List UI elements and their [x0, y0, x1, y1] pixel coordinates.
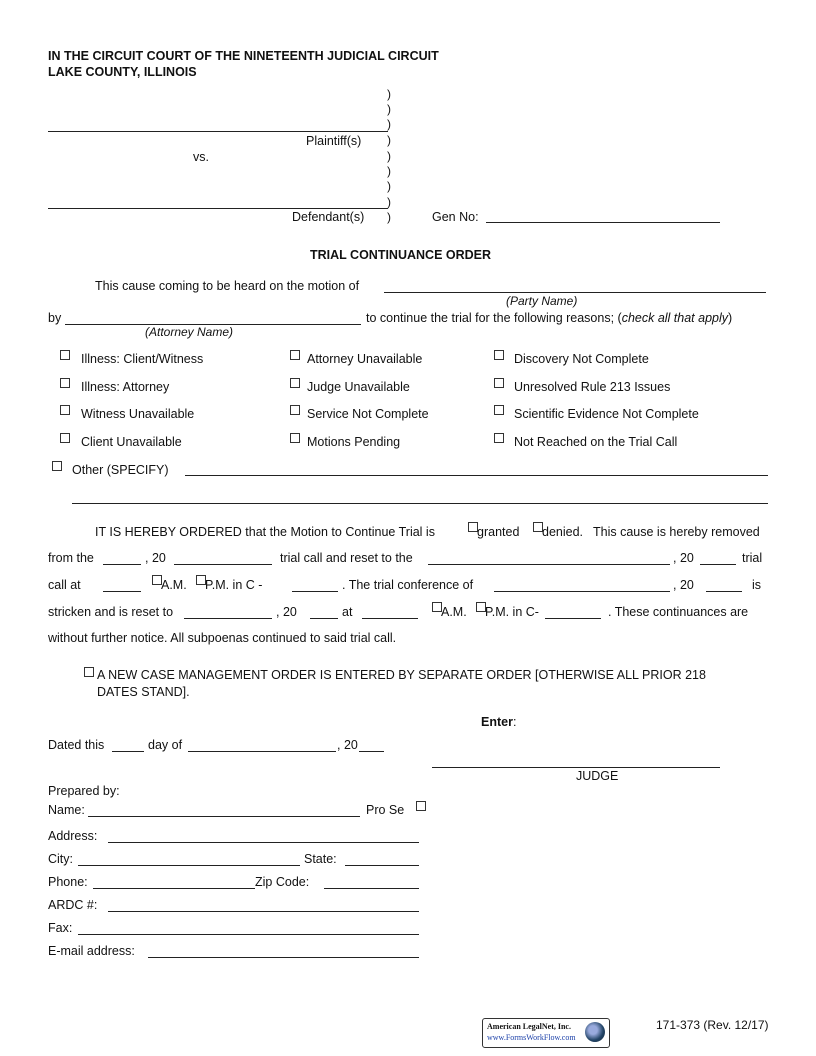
enter-label: Enter: — [481, 715, 517, 729]
checkbox-illness-attorney[interactable] — [60, 378, 70, 388]
judge-signature-line[interactable] — [432, 767, 720, 768]
order-text: stricken and is reset to — [48, 605, 174, 619]
month-line[interactable] — [188, 751, 336, 752]
am-label: A.M. — [441, 605, 467, 619]
call-time-line[interactable] — [103, 591, 141, 592]
logo-text: American LegalNet, Inc. — [487, 1022, 571, 1031]
checkbox-not-reached[interactable] — [494, 433, 504, 443]
attorney-name-caption: (Attorney Name) — [145, 325, 234, 339]
reason-label: Witness Unavailable — [81, 407, 195, 421]
gen-no-label: Gen No: — [432, 210, 479, 224]
dated-this-label: Dated this — [48, 738, 105, 752]
order-text: , 20 — [673, 578, 694, 592]
state-line[interactable] — [345, 865, 419, 866]
phone-label: Phone: — [48, 875, 88, 889]
reason-label: Client Unavailable — [81, 435, 182, 449]
order-text: from the — [48, 551, 94, 565]
twenty-label: , 20 — [337, 738, 358, 752]
zip-line[interactable] — [324, 888, 419, 889]
granted-label: granted — [477, 525, 520, 539]
county-name: LAKE COUNTY, ILLINOIS — [48, 65, 197, 79]
vs-label: vs. — [193, 150, 209, 164]
checkbox-illness-client[interactable] — [60, 350, 70, 360]
reason-label: Illness: Client/Witness — [81, 352, 204, 366]
day-line[interactable] — [112, 751, 144, 752]
reason-label: Not Reached on the Trial Call — [514, 435, 678, 449]
city-line[interactable] — [78, 865, 300, 866]
reason-label: Scientific Evidence Not Complete — [514, 407, 699, 421]
plaintiff-label: Plaintiff(s) — [306, 134, 362, 148]
fax-label: Fax: — [48, 921, 73, 935]
judge-label: JUDGE — [576, 769, 619, 783]
ardc-label: ARDC #: — [48, 898, 98, 912]
american-legalnet-logo — [482, 1018, 610, 1048]
zip-label: Zip Code: — [255, 875, 310, 889]
year-line[interactable] — [359, 751, 384, 752]
checkbox-motions-pending[interactable] — [290, 433, 300, 443]
reason-label: Discovery Not Complete — [514, 352, 649, 366]
order-text: is — [752, 578, 762, 592]
order-text: trial call and reset to the — [280, 551, 413, 565]
cmo-text: DATES STAND]. — [97, 685, 190, 699]
courtroom-line-2[interactable] — [545, 618, 601, 619]
checkbox-discovery-not-complete[interactable] — [494, 350, 504, 360]
denied-label: denied. — [542, 525, 584, 539]
pm-label: P.M. in C - — [205, 578, 263, 592]
city-label: City: — [48, 852, 73, 866]
gen-no-line[interactable] — [486, 222, 720, 223]
from-date-line[interactable] — [103, 564, 141, 565]
other-label: Other (SPECIFY) — [72, 463, 169, 477]
court-name: IN THE CIRCUIT COURT OF THE NINETEENTH JUDICIAL CIRCUIT — [48, 49, 439, 63]
reason-label: Unresolved Rule 213 Issues — [514, 380, 671, 394]
order-text: call at — [48, 578, 81, 592]
cmo-text: A NEW CASE MANAGEMENT ORDER IS ENTERED BY SEPARATE ORDER [OTHERWISE ALL PRIOR 218 — [97, 668, 706, 682]
stricken-year-line[interactable] — [310, 618, 338, 619]
state-label: State: — [304, 852, 337, 866]
address-label: Address: — [48, 829, 98, 843]
reset-date-line[interactable] — [428, 564, 670, 565]
defendant-label: Defendant(s) — [292, 210, 365, 224]
reason-label: Illness: Attorney — [81, 380, 170, 394]
plaintiff-line[interactable] — [48, 131, 388, 132]
order-text: This cause is hereby removed — [593, 525, 760, 539]
email-label: E-mail address: — [48, 944, 135, 958]
name-label: Name: — [48, 803, 85, 817]
fax-line[interactable] — [78, 934, 419, 935]
name-line[interactable] — [88, 816, 360, 817]
from-year-line[interactable] — [174, 564, 272, 565]
phone-line[interactable] — [93, 888, 255, 889]
party-name-caption: (Party Name) — [506, 294, 578, 308]
stricken-date-line[interactable] — [184, 618, 272, 619]
checkbox-other[interactable] — [52, 461, 62, 471]
prepared-by-heading: Prepared by: — [48, 784, 120, 798]
globe-icon — [585, 1022, 605, 1042]
defendant-line[interactable] — [48, 208, 388, 209]
order-text: . These continuances are — [608, 605, 749, 619]
continue-text: to continue the trial for the following reasons; (check all that apply) — [366, 311, 733, 325]
order-text: , 20 — [276, 605, 297, 619]
reason-label: Judge Unavailable — [307, 380, 410, 394]
order-text: at — [342, 605, 353, 619]
order-text: , 20 — [673, 551, 694, 565]
checkbox-service-not-complete[interactable] — [290, 405, 300, 415]
order-text: without further notice. All subpoenas continued to said trial call. — [48, 631, 397, 645]
day-of-label: day of — [148, 738, 183, 752]
by-label: by — [48, 311, 62, 325]
checkbox-witness-unavailable[interactable] — [60, 405, 70, 415]
logo-url: www.FormsWorkFlow.com — [487, 1033, 576, 1042]
am-label: A.M. — [161, 578, 187, 592]
pm-label: P.M. in C- — [485, 605, 539, 619]
other-specify-line-2[interactable] — [72, 503, 768, 504]
pro-se-label: Pro Se — [366, 803, 405, 817]
checkbox-client-unavailable[interactable] — [60, 433, 70, 443]
order-text: trial — [742, 551, 763, 565]
party-name-line[interactable] — [384, 292, 766, 293]
address-line[interactable] — [108, 842, 419, 843]
other-specify-line[interactable] — [185, 475, 768, 476]
checkbox-pro-se[interactable] — [416, 801, 426, 811]
order-text: IT IS HEREBY ORDERED that the Motion to Continue Trial is — [95, 525, 435, 539]
checkbox-rule-213[interactable] — [494, 378, 504, 388]
reason-label: Motions Pending — [307, 435, 401, 449]
motion-intro: This cause coming to be heard on the motion of — [95, 279, 360, 293]
conference-year-line[interactable] — [706, 591, 742, 592]
form-number: 171-373 (Rev. 12/17) — [656, 1018, 769, 1032]
order-text: , 20 — [145, 551, 166, 565]
conference-date-line[interactable] — [494, 591, 670, 592]
order-text: . The trial conference of — [342, 578, 474, 592]
courtroom-line-1[interactable] — [292, 591, 338, 592]
reset-year-line[interactable] — [700, 564, 736, 565]
reason-label: Service Not Complete — [307, 407, 429, 421]
checkbox-judge-unavailable[interactable] — [290, 378, 300, 388]
checkbox-attorney-unavailable[interactable] — [290, 350, 300, 360]
reason-label: Attorney Unavailable — [307, 352, 423, 366]
stricken-time-line[interactable] — [362, 618, 418, 619]
page-title: TRIAL CONTINUANCE ORDER — [310, 248, 492, 262]
checkbox-scientific-evidence[interactable] — [494, 405, 504, 415]
email-line[interactable] — [148, 957, 419, 958]
checkbox-new-cmo[interactable] — [84, 667, 94, 677]
ardc-line[interactable] — [108, 911, 419, 912]
